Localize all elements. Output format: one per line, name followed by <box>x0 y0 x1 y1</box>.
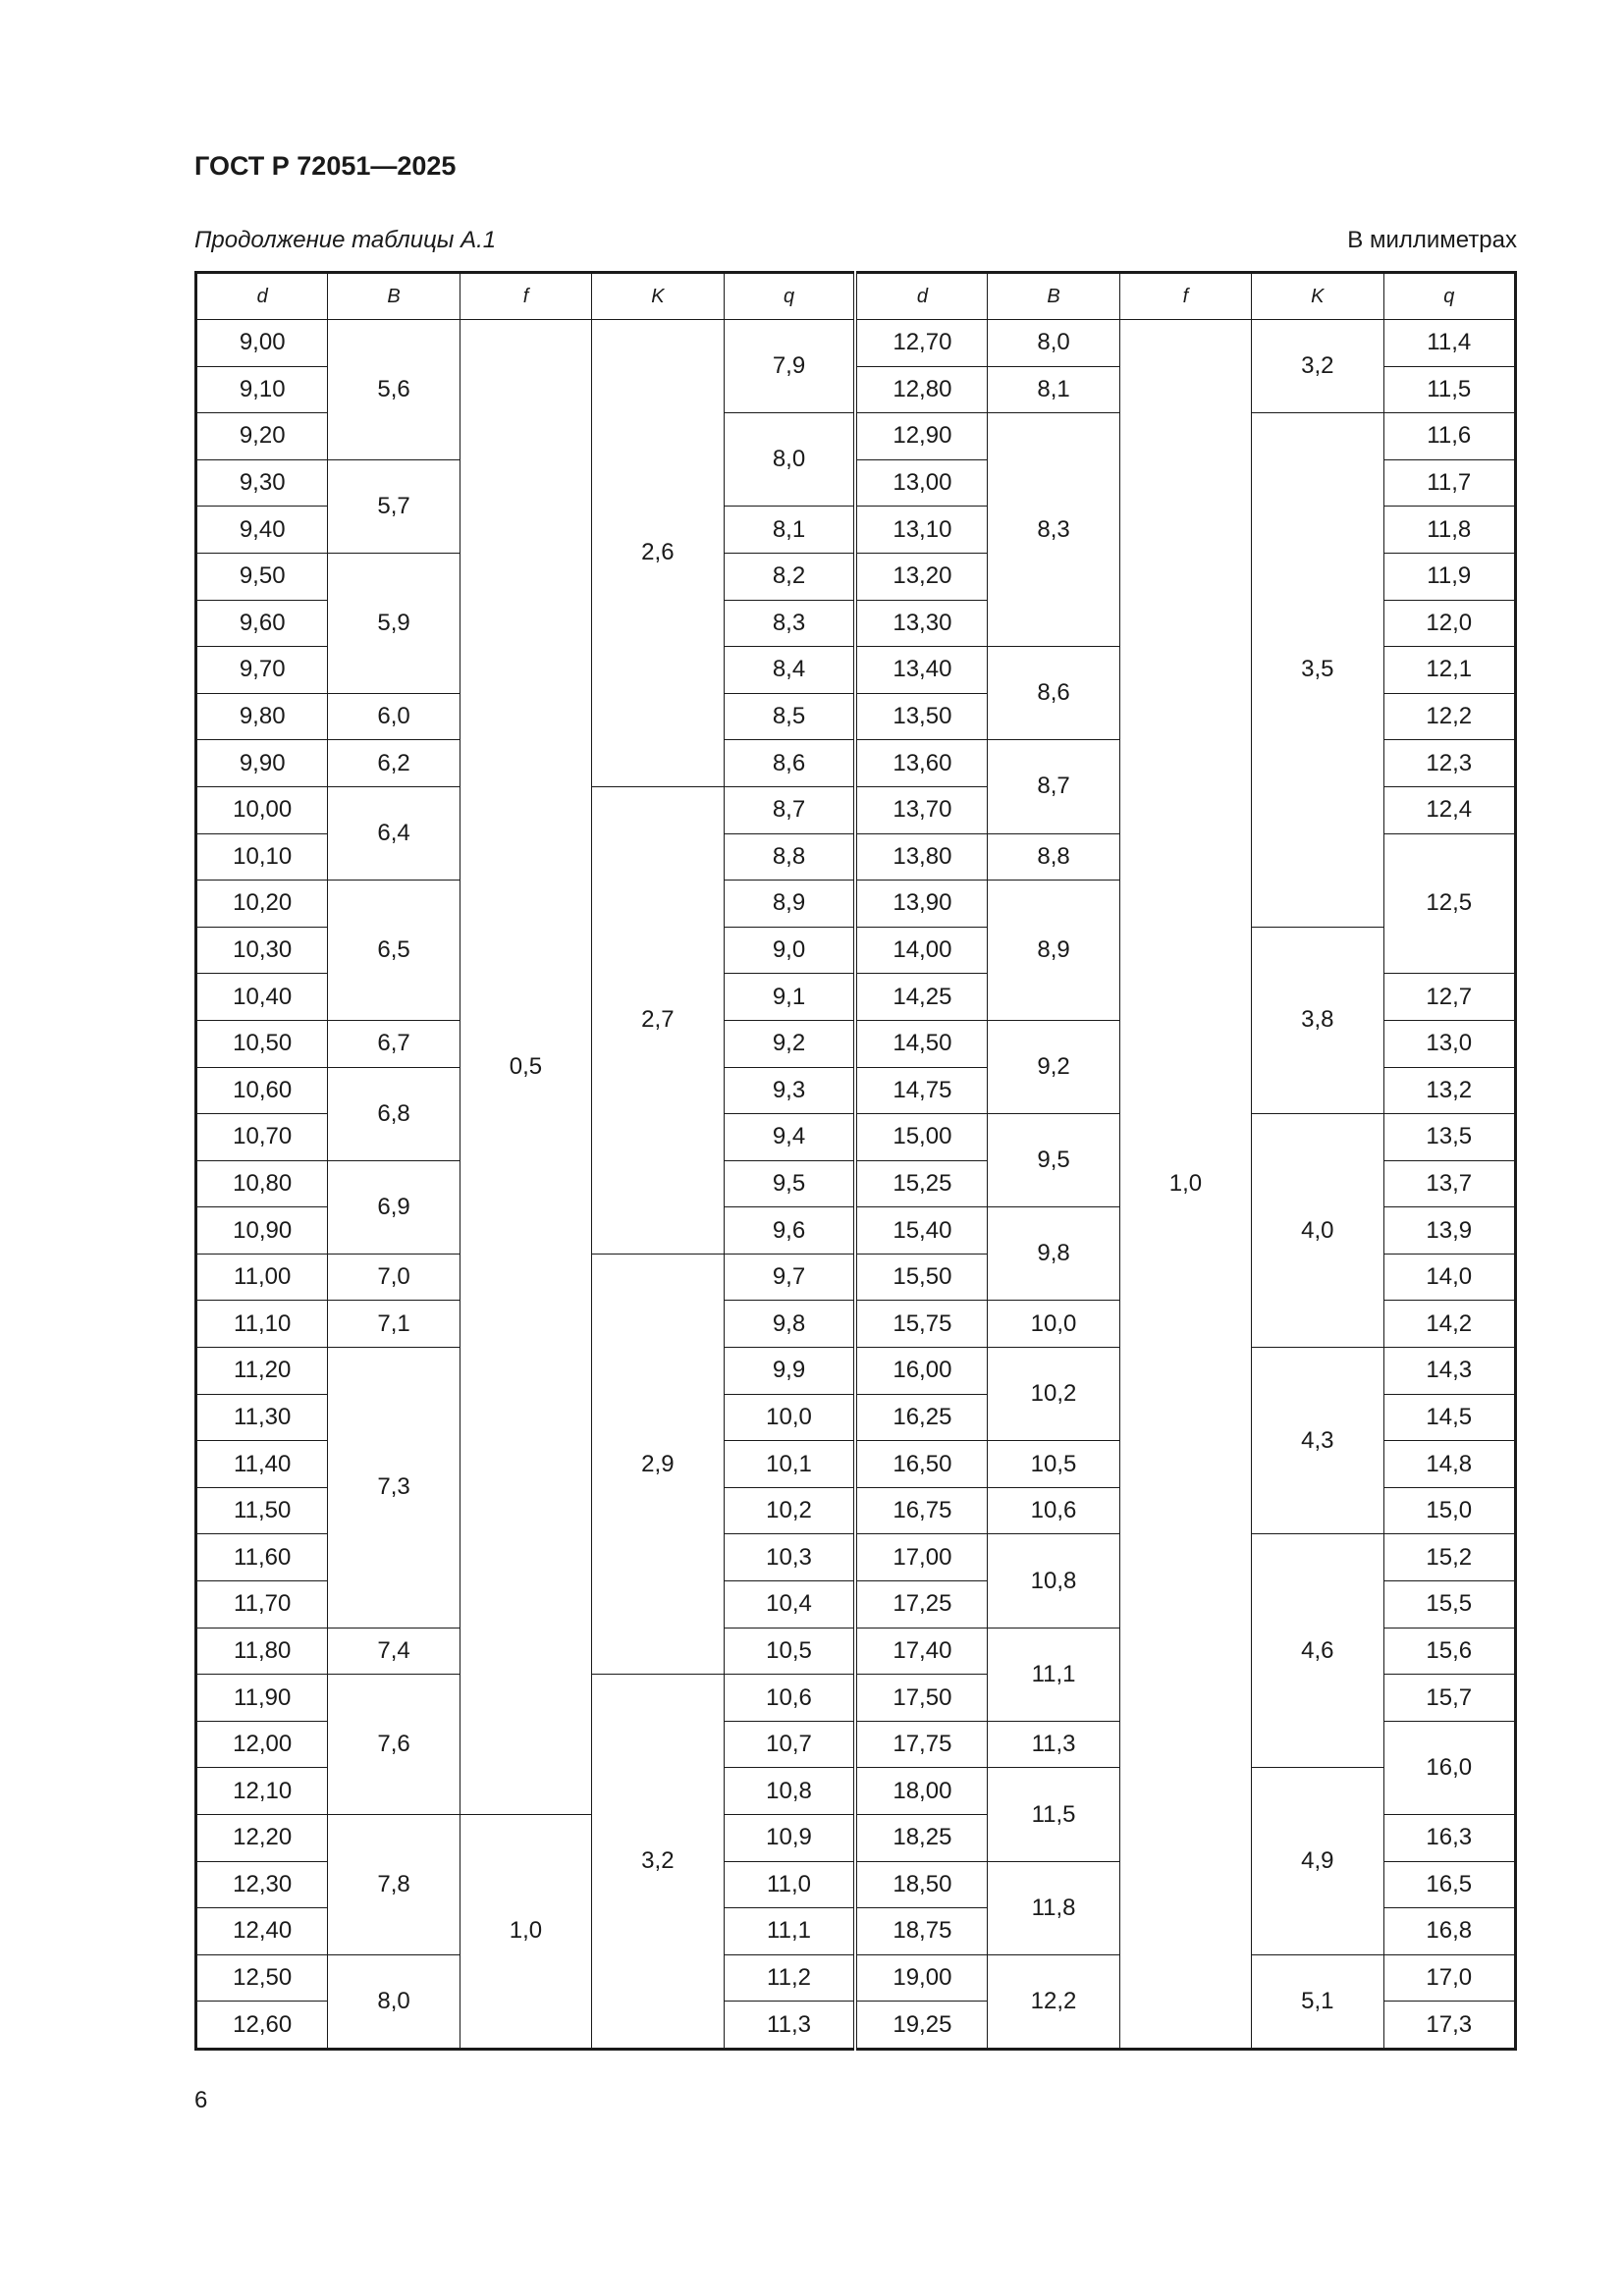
table-cell-q: 9,8 <box>724 1301 855 1348</box>
table-cell-d: 13,90 <box>855 881 987 928</box>
table-cell-b: 11,5 <box>988 1768 1119 1861</box>
table-cell-d: 11,50 <box>196 1487 328 1534</box>
table-cell-q: 16,0 <box>1383 1721 1515 1814</box>
table-header-row <box>196 273 1516 320</box>
table-cell-q: 12,1 <box>1383 647 1515 694</box>
table-cell-d: 10,70 <box>196 1114 328 1161</box>
table-cell-q: 13,7 <box>1383 1160 1515 1207</box>
table-cell-d: 14,50 <box>855 1020 987 1067</box>
page-number: 6 <box>194 2087 208 2113</box>
header-K: K <box>1252 273 1383 320</box>
table-cell-d: 13,20 <box>855 553 987 600</box>
table-cell-d: 14,00 <box>855 927 987 974</box>
table-cell-b: 11,3 <box>988 1721 1119 1768</box>
table-cell-d: 16,00 <box>855 1348 987 1395</box>
table-cell-q: 8,1 <box>724 507 855 554</box>
table-cell-d: 18,00 <box>855 1768 987 1815</box>
table-cell-k: 2,6 <box>592 320 724 787</box>
table-cell-d: 15,00 <box>855 1114 987 1161</box>
table-cell-b: 10,2 <box>988 1348 1119 1441</box>
table-cell-q: 15,2 <box>1383 1534 1515 1581</box>
table-cell-q: 13,5 <box>1383 1114 1515 1161</box>
table-cell-q: 14,5 <box>1383 1394 1515 1441</box>
table-cell-d: 9,50 <box>196 553 328 600</box>
table-cell-q: 12,5 <box>1383 833 1515 974</box>
table-cell-b: 6,0 <box>328 693 460 740</box>
table-cell-q: 12,3 <box>1383 740 1515 787</box>
table-cell-d: 17,00 <box>855 1534 987 1581</box>
table-cell-q: 16,3 <box>1383 1815 1515 1862</box>
table-cell-k: 2,9 <box>592 1254 724 1674</box>
table-cell-d: 9,20 <box>196 413 328 460</box>
table-cell-b: 7,3 <box>328 1348 460 1629</box>
table-cell-d: 12,20 <box>196 1815 328 1862</box>
table-cell-b: 7,6 <box>328 1675 460 1815</box>
table-cell-b: 12,2 <box>988 1954 1119 2049</box>
table-cell-q: 14,2 <box>1383 1301 1515 1348</box>
table-cell-q: 11,1 <box>724 1908 855 1955</box>
table-cell-d: 17,50 <box>855 1675 987 1722</box>
table-cell-q: 15,0 <box>1383 1487 1515 1534</box>
table-cell-b: 5,7 <box>328 459 460 553</box>
table-cell-q: 17,3 <box>1383 2002 1515 2050</box>
table-row <box>196 1954 1516 2002</box>
table-cell-d: 15,40 <box>855 1207 987 1255</box>
table-cell-d: 9,00 <box>196 320 328 367</box>
table-cell-b: 8,0 <box>988 320 1119 367</box>
table-cell-d: 12,70 <box>855 320 987 367</box>
table-cell-k: 3,2 <box>1252 320 1383 413</box>
table-cell-q: 11,7 <box>1383 459 1515 507</box>
table-cell-d: 18,75 <box>855 1908 987 1955</box>
table-cell-q: 10,0 <box>724 1394 855 1441</box>
table-cell-b: 6,7 <box>328 1020 460 1067</box>
table-cell-k: 4,3 <box>1252 1348 1383 1534</box>
table-cell-q: 11,0 <box>724 1861 855 1908</box>
table-cell-d: 9,30 <box>196 459 328 507</box>
table-cell-b: 8,1 <box>988 366 1119 413</box>
table-cell-q: 10,8 <box>724 1768 855 1815</box>
table-cell-d: 11,80 <box>196 1628 328 1675</box>
table-cell-d: 10,30 <box>196 927 328 974</box>
table-cell-b: 10,5 <box>988 1441 1119 1488</box>
table-cell-d: 12,90 <box>855 413 987 460</box>
table-cell-b: 11,8 <box>988 1861 1119 1954</box>
table-cell-q: 11,8 <box>1383 507 1515 554</box>
table-cell-b: 7,1 <box>328 1301 460 1348</box>
table-cell-b: 8,9 <box>988 881 1119 1021</box>
table-cell-k: 3,5 <box>1252 413 1383 928</box>
table-cell-d: 11,40 <box>196 1441 328 1488</box>
table-cell-d: 13,00 <box>855 459 987 507</box>
table-cell-q: 9,4 <box>724 1114 855 1161</box>
table-cell-q: 12,0 <box>1383 600 1515 647</box>
header-q: q <box>1383 273 1515 320</box>
table-cell-q: 8,7 <box>724 786 855 833</box>
table-cell-q: 14,8 <box>1383 1441 1515 1488</box>
table-caption: Продолжение таблицы А.1 <box>194 227 497 253</box>
table-cell-b: 10,6 <box>988 1487 1119 1534</box>
table-cell-q: 9,2 <box>724 1020 855 1067</box>
table-cell-b: 10,8 <box>988 1534 1119 1628</box>
header-B: B <box>328 273 460 320</box>
table-cell-q: 11,6 <box>1383 413 1515 460</box>
table-cell-d: 12,00 <box>196 1721 328 1768</box>
table-cell-q: 16,5 <box>1383 1861 1515 1908</box>
table-cell-k: 4,0 <box>1252 1114 1383 1348</box>
table-cell-q: 11,3 <box>724 2002 855 2050</box>
table-cell-b: 5,9 <box>328 553 460 693</box>
header-K: K <box>592 273 724 320</box>
table-cell-d: 19,25 <box>855 2002 987 2050</box>
table-cell-q: 9,5 <box>724 1160 855 1207</box>
table-cell-f: 1,0 <box>460 1815 591 2050</box>
table-cell-q: 15,6 <box>1383 1628 1515 1675</box>
table-cell-q: 10,2 <box>724 1487 855 1534</box>
table-cell-d: 11,30 <box>196 1394 328 1441</box>
table-cell-d: 15,50 <box>855 1254 987 1301</box>
table-cell-d: 13,30 <box>855 600 987 647</box>
table-cell-q: 9,7 <box>724 1254 855 1301</box>
table-cell-q: 14,3 <box>1383 1348 1515 1395</box>
table-cell-d: 12,30 <box>196 1861 328 1908</box>
table-cell-b: 7,8 <box>328 1815 460 1955</box>
table-cell-b: 11,1 <box>988 1628 1119 1721</box>
dimensions-table <box>194 271 1517 2051</box>
table-cell-d: 9,90 <box>196 740 328 787</box>
table-cell-q: 10,7 <box>724 1721 855 1768</box>
table-cell-d: 12,10 <box>196 1768 328 1815</box>
table-cell-k: 3,8 <box>1252 927 1383 1113</box>
table-cell-b: 5,6 <box>328 320 460 460</box>
table-cell-d: 10,10 <box>196 833 328 881</box>
table-cell-q: 10,3 <box>724 1534 855 1581</box>
table-cell-b: 9,5 <box>988 1114 1119 1207</box>
table-cell-d: 10,60 <box>196 1067 328 1114</box>
table-cell-q: 9,1 <box>724 974 855 1021</box>
table-cell-q: 9,0 <box>724 927 855 974</box>
header-d: d <box>855 273 987 320</box>
table-cell-d: 11,20 <box>196 1348 328 1395</box>
table-cell-d: 10,50 <box>196 1020 328 1067</box>
table-cell-k: 5,1 <box>1252 1954 1383 2049</box>
table-cell-d: 16,75 <box>855 1487 987 1534</box>
table-cell-d: 13,60 <box>855 740 987 787</box>
table-cell-d: 13,70 <box>855 786 987 833</box>
table-cell-q: 13,9 <box>1383 1207 1515 1255</box>
table-cell-q: 11,5 <box>1383 366 1515 413</box>
table-cell-d: 9,70 <box>196 647 328 694</box>
header-q: q <box>724 273 855 320</box>
table-cell-d: 10,20 <box>196 881 328 928</box>
table-cell-d: 15,25 <box>855 1160 987 1207</box>
table-cell-q: 8,2 <box>724 553 855 600</box>
table-cell-q: 8,5 <box>724 693 855 740</box>
table-cell-q: 12,7 <box>1383 974 1515 1021</box>
table-cell-d: 17,40 <box>855 1628 987 1675</box>
table-row <box>196 1348 1516 1395</box>
table-cell-d: 13,40 <box>855 647 987 694</box>
table-cell-q: 8,4 <box>724 647 855 694</box>
header-f: f <box>460 273 591 320</box>
table-cell-q: 16,8 <box>1383 1908 1515 1955</box>
table-cell-q: 10,1 <box>724 1441 855 1488</box>
table-cell-q: 12,2 <box>1383 693 1515 740</box>
table-cell-q: 8,9 <box>724 881 855 928</box>
table-cell-d: 15,75 <box>855 1301 987 1348</box>
table-cell-d: 11,70 <box>196 1581 328 1629</box>
table-cell-q: 8,6 <box>724 740 855 787</box>
table-cell-d: 14,25 <box>855 974 987 1021</box>
table-cell-b: 8,6 <box>988 647 1119 740</box>
table-cell-d: 10,80 <box>196 1160 328 1207</box>
table-cell-q: 15,7 <box>1383 1675 1515 1722</box>
table-cell-d: 10,40 <box>196 974 328 1021</box>
table-cell-b: 8,7 <box>988 740 1119 833</box>
table-cell-k: 3,2 <box>592 1675 724 2050</box>
table-cell-b: 7,4 <box>328 1628 460 1675</box>
table-cell-q: 12,4 <box>1383 786 1515 833</box>
table-cell-q: 14,0 <box>1383 1254 1515 1301</box>
table-cell-d: 17,75 <box>855 1721 987 1768</box>
units-caption: В миллиметрах <box>1347 227 1517 253</box>
table-cell-b: 6,4 <box>328 786 460 880</box>
table-cell-d: 11,60 <box>196 1534 328 1581</box>
table-cell-q: 11,9 <box>1383 553 1515 600</box>
table-cell-b: 6,5 <box>328 881 460 1021</box>
table-cell-d: 11,10 <box>196 1301 328 1348</box>
table-cell-q: 15,5 <box>1383 1581 1515 1629</box>
table-cell-b: 9,2 <box>988 1020 1119 1113</box>
table-cell-d: 12,60 <box>196 2002 328 2050</box>
header-B: B <box>988 273 1119 320</box>
table-cell-q: 11,4 <box>1383 320 1515 367</box>
table-cell-q: 9,6 <box>724 1207 855 1255</box>
table-cell-d: 9,40 <box>196 507 328 554</box>
table-cell-d: 11,90 <box>196 1675 328 1722</box>
table-cell-k: 4,6 <box>1252 1534 1383 1768</box>
table-cell-d: 10,00 <box>196 786 328 833</box>
table-cell-d: 14,75 <box>855 1067 987 1114</box>
table-cell-q: 10,6 <box>724 1675 855 1722</box>
table-cell-q: 10,9 <box>724 1815 855 1862</box>
table-cell-b: 7,0 <box>328 1254 460 1301</box>
table-cell-b: 8,0 <box>328 1954 460 2049</box>
table-cell-d: 12,80 <box>855 366 987 413</box>
table-cell-d: 10,90 <box>196 1207 328 1255</box>
header-d: d <box>196 273 328 320</box>
document-code: ГОСТ Р 72051—2025 <box>194 151 457 181</box>
table-row <box>196 320 1516 367</box>
table-cell-b: 6,9 <box>328 1160 460 1254</box>
table-cell-q: 13,0 <box>1383 1020 1515 1067</box>
table-cell-b: 6,2 <box>328 740 460 787</box>
table-cell-b: 8,8 <box>988 833 1119 881</box>
table-cell-q: 7,9 <box>724 320 855 413</box>
table-cell-k: 4,9 <box>1252 1768 1383 1954</box>
table-cell-d: 18,50 <box>855 1861 987 1908</box>
table-cell-b: 10,0 <box>988 1301 1119 1348</box>
table-cell-d: 11,00 <box>196 1254 328 1301</box>
table-cell-d: 13,10 <box>855 507 987 554</box>
table-cell-f: 1,0 <box>1119 320 1251 2050</box>
table-cell-d: 9,10 <box>196 366 328 413</box>
table-cell-k: 2,7 <box>592 786 724 1254</box>
table-cell-q: 11,2 <box>724 1954 855 2002</box>
table-cell-q: 13,2 <box>1383 1067 1515 1114</box>
table-cell-f: 0,5 <box>460 320 591 1815</box>
table-cell-q: 9,9 <box>724 1348 855 1395</box>
table-cell-q: 10,5 <box>724 1628 855 1675</box>
table-cell-d: 13,50 <box>855 693 987 740</box>
table-cell-b: 8,3 <box>988 413 1119 647</box>
table-cell-q: 17,0 <box>1383 1954 1515 2002</box>
table-cell-d: 18,25 <box>855 1815 987 1862</box>
header-f: f <box>1119 273 1251 320</box>
table-cell-q: 10,4 <box>724 1581 855 1629</box>
table-cell-q: 9,3 <box>724 1067 855 1114</box>
table-cell-d: 12,40 <box>196 1908 328 1955</box>
table-cell-q: 8,8 <box>724 833 855 881</box>
table-cell-q: 8,0 <box>724 413 855 507</box>
table-cell-d: 12,50 <box>196 1954 328 2002</box>
table-cell-d: 9,80 <box>196 693 328 740</box>
table-cell-d: 19,00 <box>855 1954 987 2002</box>
table-cell-q: 8,3 <box>724 600 855 647</box>
table-cell-d: 17,25 <box>855 1581 987 1629</box>
table-cell-d: 16,25 <box>855 1394 987 1441</box>
table-cell-b: 9,8 <box>988 1207 1119 1301</box>
table-cell-d: 13,80 <box>855 833 987 881</box>
table-body <box>196 320 1516 2050</box>
table-cell-b: 6,8 <box>328 1067 460 1160</box>
table-cell-d: 9,60 <box>196 600 328 647</box>
table-cell-d: 16,50 <box>855 1441 987 1488</box>
